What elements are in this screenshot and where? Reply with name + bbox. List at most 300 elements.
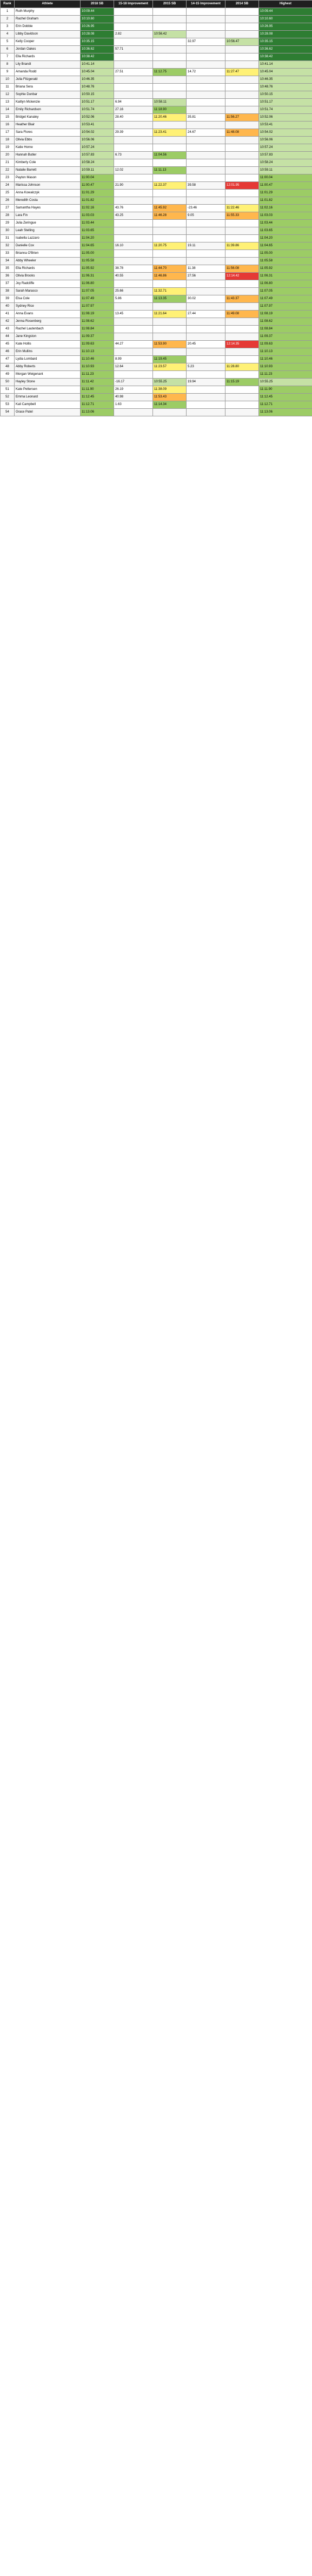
cell-athlete: Amanda Rodd (15, 69, 81, 76)
cell-athlete: Kelly Cooper (15, 38, 81, 46)
cell-sb2018: 11:09.63 (81, 341, 114, 348)
cell-highest: 11:09.63 (259, 341, 312, 348)
cell-sb2018: 11:03.03 (81, 212, 114, 220)
cell-rank: 32 (1, 242, 15, 250)
cell-athlete: Rachel Graham (15, 16, 81, 23)
cell-sb2015: 11:46.28 (153, 212, 187, 220)
table-row (1, 205, 312, 212)
cell-sb2014 (225, 23, 259, 31)
cell-sb2015 (153, 122, 187, 129)
cell-sb2015 (153, 174, 187, 182)
cell-sb2018: 10:41.14 (81, 61, 114, 69)
table-row (1, 401, 312, 409)
cell-imp1415 (187, 197, 225, 205)
table-row (1, 311, 312, 318)
cell-highest: 10:56.06 (259, 137, 312, 144)
cell-imp1415 (187, 303, 225, 311)
cell-sb2018: 10:52.06 (81, 114, 114, 122)
cell-sb2018: 11:06.80 (81, 280, 114, 288)
cell-athlete: Libby Davidson (15, 31, 81, 38)
cell-athlete: Julia Fitzgerald (15, 76, 81, 84)
cell-rank: 53 (1, 401, 15, 409)
cell-sb2014: 11:48.08 (225, 129, 259, 137)
cell-highest: 10:10.60 (259, 16, 312, 23)
cell-sb2014: 11:22.46 (225, 205, 259, 212)
cell-sb2014: 10:56.47 (225, 38, 259, 46)
cell-athlete: Kaitlyn Mckenzie (15, 99, 81, 106)
cell-highest: 10:51.74 (259, 106, 312, 114)
cell-sb2015 (153, 84, 187, 91)
table-row (1, 258, 312, 265)
cell-sb2015 (153, 53, 187, 61)
cell-rank: 45 (1, 341, 15, 348)
cell-sb2018: 11:07.05 (81, 288, 114, 295)
cell-highest: 11:01.29 (259, 190, 312, 197)
cell-sb2015 (153, 61, 187, 69)
cell-sb2015 (153, 227, 187, 235)
cell-sb2014 (225, 152, 259, 159)
cell-sb2015 (153, 46, 187, 53)
cell-imp1415 (187, 220, 225, 227)
table-row (1, 356, 312, 363)
cell-highest: 11:05.00 (259, 250, 312, 258)
table-row (1, 84, 312, 91)
cell-sb2014 (225, 280, 259, 288)
cell-sb2014: 11:43.37 (225, 295, 259, 303)
cell-rank: 46 (1, 348, 15, 356)
cell-imp1415 (187, 23, 225, 31)
cell-highest: 11:07.05 (259, 288, 312, 295)
cell-sb2014 (225, 333, 259, 341)
cell-sb2018: 11:10.93 (81, 363, 114, 371)
cell-sb2014 (225, 190, 259, 197)
cell-sb2018: 11:11.23 (81, 371, 114, 379)
cell-athlete: Bridget Kanaley (15, 114, 81, 122)
cell-rank: 10 (1, 76, 15, 84)
cell-highest: 11:03.03 (259, 212, 312, 220)
table-row (1, 8, 312, 16)
cell-imp1518: 6.73 (114, 152, 153, 159)
cell-sb2014 (225, 174, 259, 182)
cell-athlete: Rachel Lautenbach (15, 326, 81, 333)
cell-sb2015 (153, 318, 187, 326)
cell-athlete: Sara Flores (15, 129, 81, 137)
cell-sb2018: 11:02.16 (81, 205, 114, 212)
cell-sb2018: 10:56.06 (81, 137, 114, 144)
cell-imp1518 (114, 220, 153, 227)
cell-highest: 10:46.35 (259, 76, 312, 84)
cell-sb2015: 11:22.37 (153, 182, 187, 190)
cell-rank: 23 (1, 174, 15, 182)
cell-imp1518 (114, 91, 153, 99)
cell-athlete: Sydney Rice (15, 303, 81, 311)
cell-rank: 47 (1, 356, 15, 363)
cell-highest: 10:38.42 (259, 53, 312, 61)
table-row (1, 318, 312, 326)
cell-sb2018: 11:08.19 (81, 311, 114, 318)
cell-highest: 11:05.92 (259, 265, 312, 273)
cell-imp1415: 30.02 (187, 295, 225, 303)
cell-sb2018: 11:03.44 (81, 220, 114, 227)
column-header: Athlete (15, 1, 81, 8)
cell-sb2015: 11:20.75 (153, 242, 187, 250)
cell-imp1415: 39.58 (187, 182, 225, 190)
cell-highest: 11:12.45 (259, 394, 312, 401)
cell-highest: 11:11.90 (259, 386, 312, 394)
table-row (1, 38, 312, 46)
cell-highest: 11:09.37 (259, 333, 312, 341)
cell-imp1415 (187, 401, 225, 409)
cell-sb2015 (153, 16, 187, 23)
cell-athlete: Samantha Hayes (15, 205, 81, 212)
table-row (1, 273, 312, 280)
cell-sb2015 (153, 371, 187, 379)
cell-imp1415 (187, 159, 225, 167)
cell-sb2014 (225, 76, 259, 84)
cell-sb2015 (153, 91, 187, 99)
cell-sb2014 (225, 159, 259, 167)
cell-sb2014 (225, 386, 259, 394)
cell-sb2014 (225, 258, 259, 265)
column-header: 2014 SB (225, 1, 259, 8)
cell-imp1518: 2.82 (114, 31, 153, 38)
column-header: 2018 SB (81, 1, 114, 8)
cell-rank: 5 (1, 38, 15, 46)
cell-imp1415 (187, 333, 225, 341)
cell-highest: 10:26.95 (259, 23, 312, 31)
cell-rank: 41 (1, 311, 15, 318)
cell-rank: 52 (1, 394, 15, 401)
cell-sb2018: 10:35.15 (81, 38, 114, 46)
table-row (1, 16, 312, 23)
cell-sb2015: 10:55.25 (153, 379, 187, 386)
cell-imp1415 (187, 16, 225, 23)
cell-imp1518 (114, 23, 153, 31)
cell-athlete: Abby Wheeler (15, 258, 81, 265)
cell-imp1518: 16.10 (114, 242, 153, 250)
cell-athlete: Lily Brandt (15, 61, 81, 69)
cell-imp1415 (187, 356, 225, 363)
cell-rank: 16 (1, 122, 15, 129)
cell-sb2015 (153, 258, 187, 265)
cell-highest: 10:36.62 (259, 46, 312, 53)
cell-sb2014 (225, 46, 259, 53)
cell-imp1518: 57.71 (114, 46, 153, 53)
cell-sb2018: 11:04.65 (81, 242, 114, 250)
cell-athlete: Erin Dobbie (15, 23, 81, 31)
cell-highest: 11:03.65 (259, 227, 312, 235)
cell-sb2015: 11:19.45 (153, 356, 187, 363)
cell-sb2015: 11:13.35 (153, 295, 187, 303)
cell-sb2014 (225, 409, 259, 416)
rankings-table (0, 0, 312, 416)
cell-rank: 33 (1, 250, 15, 258)
cell-sb2018: 10:57.83 (81, 152, 114, 159)
table-row (1, 341, 312, 348)
cell-imp1415 (187, 61, 225, 69)
cell-imp1415 (187, 409, 225, 416)
cell-highest: 10:51.17 (259, 99, 312, 106)
cell-athlete: Ella Richards (15, 53, 81, 61)
cell-sb2014 (225, 401, 259, 409)
cell-sb2014 (225, 53, 259, 61)
cell-imp1415 (187, 53, 225, 61)
cell-sb2014: 11:49.08 (225, 311, 259, 318)
cell-imp1518 (114, 76, 153, 84)
cell-imp1415: 9.05 (187, 212, 225, 220)
cell-rank: 51 (1, 386, 15, 394)
cell-imp1518 (114, 280, 153, 288)
cell-rank: 25 (1, 190, 15, 197)
cell-imp1518 (114, 122, 153, 129)
column-header: 2015 SB (153, 1, 187, 8)
cell-highest: 11:00.04 (259, 174, 312, 182)
cell-imp1415: 35.81 (187, 114, 225, 122)
cell-rank: 34 (1, 258, 15, 265)
cell-athlete: Kate Hollis (15, 341, 81, 348)
cell-imp1415 (187, 258, 225, 265)
cell-sb2018: 11:01.29 (81, 190, 114, 197)
cell-rank: 50 (1, 379, 15, 386)
cell-sb2015: 11:21.64 (153, 311, 187, 318)
cell-sb2014 (225, 356, 259, 363)
cell-sb2015: 11:53.90 (153, 341, 187, 348)
cell-sb2015: 11:04.56 (153, 152, 187, 159)
cell-imp1415: 27.56 (187, 273, 225, 280)
cell-imp1518 (114, 190, 153, 197)
cell-imp1518 (114, 197, 153, 205)
cell-sb2014 (225, 106, 259, 114)
cell-rank: 6 (1, 46, 15, 53)
cell-imp1518: 25.66 (114, 288, 153, 295)
cell-athlete: Danielle Cox (15, 242, 81, 250)
cell-sb2015 (153, 159, 187, 167)
cell-sb2014 (225, 122, 259, 129)
cell-imp1415 (187, 227, 225, 235)
cell-athlete: Abby Roberts (15, 363, 81, 371)
cell-athlete: Brianna O'Brien (15, 250, 81, 258)
cell-rank: 8 (1, 61, 15, 69)
cell-rank: 19 (1, 144, 15, 152)
cell-rank: 11 (1, 84, 15, 91)
cell-imp1415 (187, 386, 225, 394)
cell-rank: 7 (1, 53, 15, 61)
cell-imp1415 (187, 250, 225, 258)
cell-sb2018: 11:07.49 (81, 295, 114, 303)
cell-imp1518: 43.25 (114, 212, 153, 220)
cell-rank: 29 (1, 220, 15, 227)
cell-sb2014: 11:56.08 (225, 265, 259, 273)
cell-imp1518 (114, 318, 153, 326)
table-row (1, 371, 312, 379)
cell-sb2018: 11:05.92 (81, 265, 114, 273)
cell-rank: 22 (1, 167, 15, 174)
cell-imp1518: 43.76 (114, 205, 153, 212)
cell-highest: 10:41.14 (259, 61, 312, 69)
cell-imp1415 (187, 106, 225, 114)
table-row (1, 167, 312, 174)
cell-imp1518 (114, 326, 153, 333)
cell-imp1415 (187, 318, 225, 326)
table-row (1, 46, 312, 53)
cell-imp1518 (114, 348, 153, 356)
cell-imp1518 (114, 84, 153, 91)
cell-sb2018: 10:57.24 (81, 144, 114, 152)
cell-imp1415 (187, 288, 225, 295)
cell-sb2015 (153, 137, 187, 144)
cell-highest: 10:35.15 (259, 38, 312, 46)
cell-sb2018: 10:51.74 (81, 106, 114, 114)
table-row (1, 91, 312, 99)
cell-sb2015: 11:53.43 (153, 394, 187, 401)
cell-sb2014 (225, 16, 259, 23)
table-row (1, 409, 312, 416)
table-row (1, 99, 312, 106)
cell-rank: 48 (1, 363, 15, 371)
cell-imp1518 (114, 8, 153, 16)
cell-imp1415 (187, 394, 225, 401)
cell-sb2018: 10:09.44 (81, 8, 114, 16)
table-row (1, 144, 312, 152)
cell-imp1518: 40.55 (114, 273, 153, 280)
cell-highest: 11:13.06 (259, 409, 312, 416)
cell-sb2018: 10:10.60 (81, 16, 114, 23)
cell-sb2018: 10:26.95 (81, 23, 114, 31)
cell-highest: 11:01.82 (259, 197, 312, 205)
cell-highest: 11:08.84 (259, 326, 312, 333)
cell-imp1415 (187, 326, 225, 333)
cell-sb2014 (225, 99, 259, 106)
cell-sb2014 (225, 220, 259, 227)
cell-rank: 20 (1, 152, 15, 159)
cell-sb2018: 11:03.65 (81, 227, 114, 235)
cell-athlete: Payton Mason (15, 174, 81, 182)
cell-sb2014 (225, 84, 259, 91)
cell-sb2014: 12:14.35 (225, 341, 259, 348)
cell-sb2015: 11:23.41 (153, 129, 187, 137)
cell-imp1518: 44.27 (114, 341, 153, 348)
cell-rank: 12 (1, 91, 15, 99)
cell-athlete: Marissa Johnson (15, 182, 81, 190)
cell-athlete: Kimberly Cole (15, 159, 81, 167)
cell-sb2015: 11:46.86 (153, 273, 187, 280)
table-row (1, 288, 312, 295)
cell-sb2018: 11:00.04 (81, 174, 114, 182)
cell-imp1415 (187, 122, 225, 129)
cell-imp1415 (187, 371, 225, 379)
cell-sb2018: 11:12.71 (81, 401, 114, 409)
cell-athlete: Kate Pettersen (15, 386, 81, 394)
table-row (1, 122, 312, 129)
table-row (1, 212, 312, 220)
cell-sb2018: 11:00.47 (81, 182, 114, 190)
cell-highest: 10:53.41 (259, 122, 312, 129)
cell-rank: 49 (1, 371, 15, 379)
table-row (1, 250, 312, 258)
cell-imp1415 (187, 84, 225, 91)
cell-sb2015 (153, 190, 187, 197)
table-row (1, 303, 312, 311)
cell-imp1518: 40.98 (114, 394, 153, 401)
cell-sb2015 (153, 303, 187, 311)
cell-sb2015 (153, 235, 187, 242)
cell-sb2015: 10:58.11 (153, 99, 187, 106)
cell-sb2015: 11:32.71 (153, 288, 187, 295)
cell-highest: 10:28.08 (259, 31, 312, 38)
cell-sb2014: 11:15.19 (225, 379, 259, 386)
cell-rank: 15 (1, 114, 15, 122)
table-row (1, 76, 312, 84)
cell-imp1518 (114, 227, 153, 235)
cell-rank: 14 (1, 106, 15, 114)
cell-highest: 10:52.06 (259, 114, 312, 122)
cell-athlete: Julia Zeringue (15, 220, 81, 227)
cell-imp1518: 5.86 (114, 295, 153, 303)
cell-sb2014 (225, 371, 259, 379)
cell-sb2015 (153, 23, 187, 31)
cell-athlete: Ruth Murphy (15, 8, 81, 16)
table-row (1, 114, 312, 122)
cell-rank: 39 (1, 295, 15, 303)
cell-imp1415: 19.94 (187, 379, 225, 386)
table-row (1, 394, 312, 401)
cell-rank: 13 (1, 99, 15, 106)
cell-imp1415: 24.67 (187, 129, 225, 137)
header-row (1, 1, 312, 8)
table-row (1, 333, 312, 341)
cell-highest: 10:50.15 (259, 91, 312, 99)
cell-sb2015: 11:20.46 (153, 114, 187, 122)
cell-athlete: Lara Fin (15, 212, 81, 220)
cell-sb2015: 11:12.75 (153, 69, 187, 76)
cell-highest: 10:57.24 (259, 144, 312, 152)
cell-sb2018: 10:53.41 (81, 122, 114, 129)
cell-athlete: Meredith Costa (15, 197, 81, 205)
cell-imp1518 (114, 174, 153, 182)
table-row (1, 379, 312, 386)
cell-imp1415: 27.44 (187, 311, 225, 318)
cell-athlete: Heather Blair (15, 122, 81, 129)
cell-athlete: Kali Campbell (15, 401, 81, 409)
cell-rank: 18 (1, 137, 15, 144)
cell-sb2014 (225, 235, 259, 242)
cell-sb2014: 11:27.47 (225, 69, 259, 76)
cell-athlete: Sarah Marasco (15, 288, 81, 295)
cell-sb2014: 11:28.80 (225, 363, 259, 371)
cell-imp1518 (114, 38, 153, 46)
cell-sb2014: 11:55.33 (225, 212, 259, 220)
cell-sb2018: 11:10.46 (81, 356, 114, 363)
cell-imp1415 (187, 348, 225, 356)
cell-sb2015 (153, 333, 187, 341)
cell-imp1415: 20.45 (187, 341, 225, 348)
cell-sb2018: 11:05.58 (81, 258, 114, 265)
cell-sb2015 (153, 409, 187, 416)
cell-rank: 42 (1, 318, 15, 326)
cell-sb2018: 11:12.45 (81, 394, 114, 401)
cell-imp1518: -16.17 (114, 379, 153, 386)
table-row (1, 220, 312, 227)
cell-rank: 2 (1, 16, 15, 23)
cell-sb2015 (153, 38, 187, 46)
cell-sb2015 (153, 76, 187, 84)
table-body (1, 8, 312, 416)
cell-imp1518: 6.94 (114, 99, 153, 106)
column-header: 14-15 Improvement (187, 1, 225, 8)
cell-sb2015 (153, 220, 187, 227)
cell-rank: 17 (1, 129, 15, 137)
cell-imp1518: 13.45 (114, 311, 153, 318)
